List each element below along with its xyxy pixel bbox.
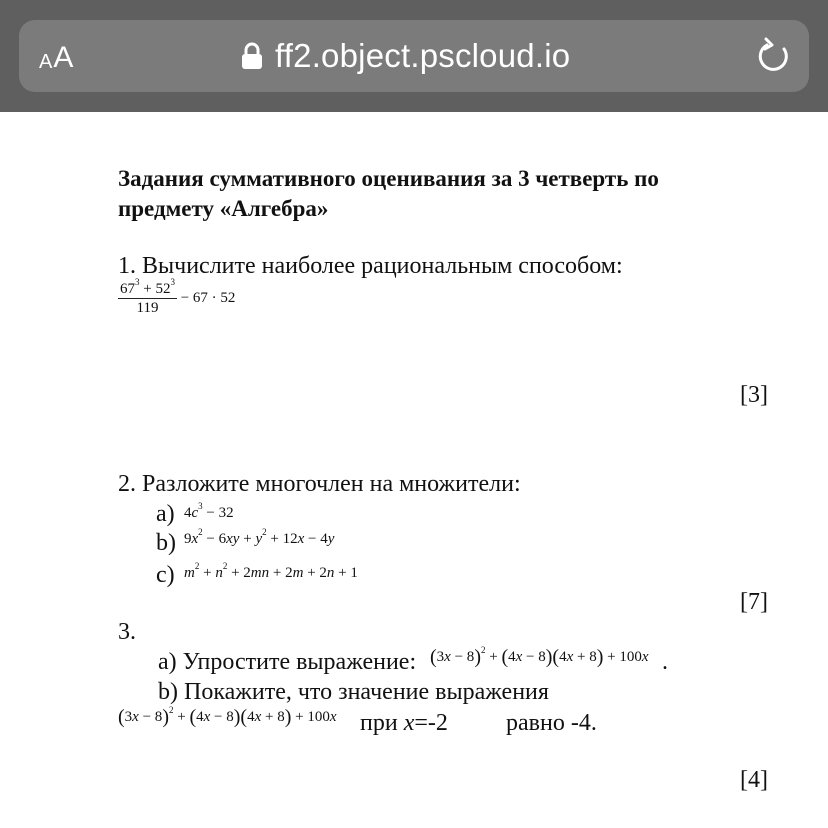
question-2a-label: а)	[156, 501, 175, 527]
question-2-text: 2. Разложите многочлен на множители:	[118, 471, 521, 497]
fraction	[118, 277, 177, 317]
url-text: ff2.object.pscloud.io	[275, 37, 571, 74]
text-size-large-glyph: A	[53, 41, 74, 74]
question-2c-label: c)	[156, 562, 175, 588]
text-size-button[interactable]	[39, 38, 73, 74]
question-1-score: [3]	[740, 382, 768, 408]
question-3b-text: b) Покажите, что значение выражения	[158, 679, 549, 705]
question-3b-result: равно -4.	[506, 710, 597, 736]
question-2b-expression: $9x^2 - 6xy + y^2 + 12x - 4y$	[184, 527, 335, 547]
page-title: Задания суммативного оценивания за 3 четверть по предмету «Алгебра»	[118, 166, 659, 221]
browser-toolbar	[0, 0, 828, 112]
address-bar[interactable]	[19, 20, 809, 92]
question-3-score: [4]	[740, 767, 768, 793]
question-3b-expression: $(3x - 8)^2 + (4x - 8)(4x + 8) + 100x$	[118, 705, 337, 728]
question-3a-text: а) Упростите выражение:	[158, 649, 417, 675]
question-3a-period: .	[662, 649, 668, 675]
question-2a-expression: $4c^3 - 32$	[184, 501, 234, 521]
fraction-denominator: 119	[136, 300, 159, 316]
document-page	[0, 112, 828, 828]
reload-icon[interactable]	[757, 37, 791, 75]
question-3b-condition: при x=-2	[360, 710, 448, 736]
text-size-small-glyph: A	[39, 51, 53, 73]
url-display[interactable]	[241, 36, 570, 76]
question-1-text: 1. Вычислите наиболее рациональным способом:	[118, 253, 623, 279]
question-2b-label: b)	[156, 530, 176, 556]
question-2c-expression: $m^2 + n^2 + 2mn + 2m + 2n + 1$	[184, 561, 358, 581]
question-3-number: 3.	[118, 619, 136, 645]
fraction-numerator: $67^3 + 52^3$	[120, 277, 175, 297]
expression-tail: − 67 · 52	[180, 289, 236, 306]
question-1-expression	[118, 277, 236, 317]
question-2-score: [7]	[740, 589, 768, 615]
lock-icon	[241, 42, 263, 70]
question-3a-expression: $(3x - 8)^2 + (4x - 8)(4x + 8) + 100x$	[430, 645, 649, 668]
